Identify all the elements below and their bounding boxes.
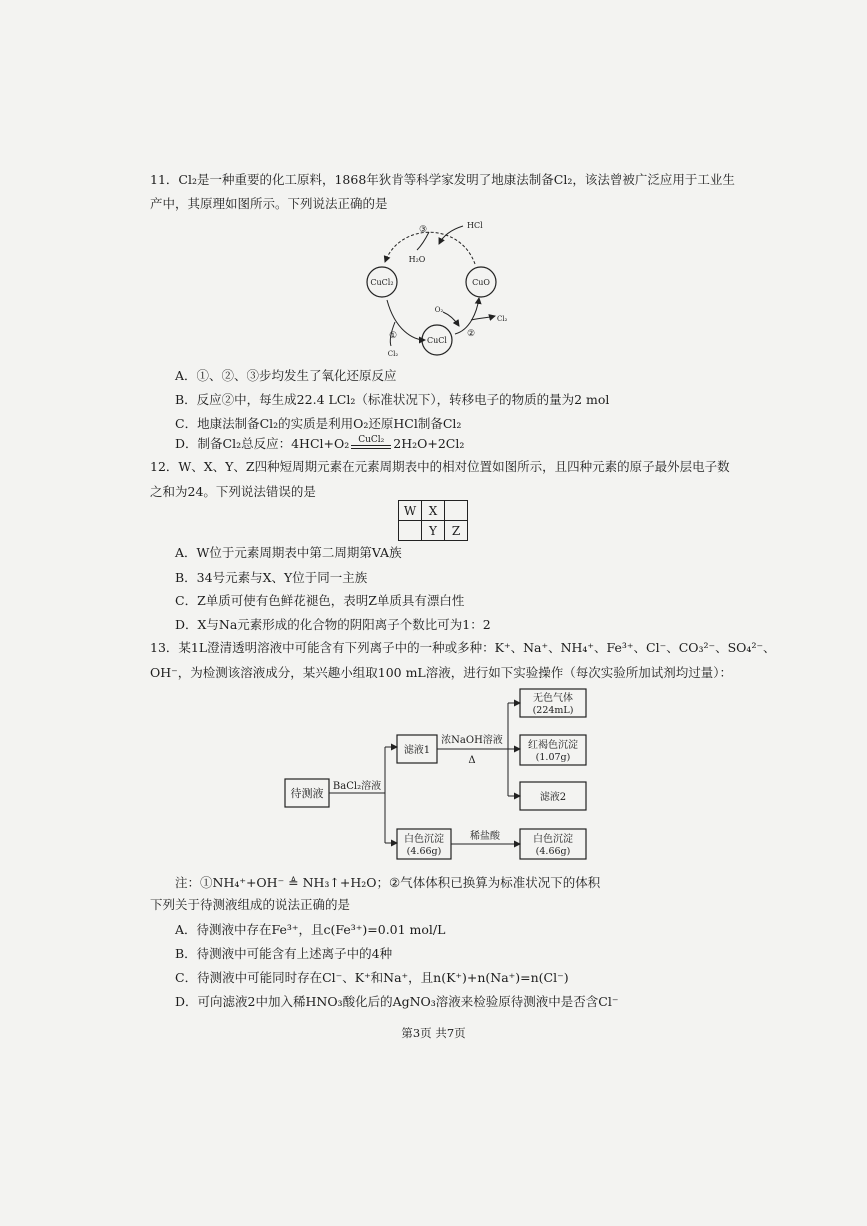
q11-stem-line1: 11．Cl₂是一种重要的化工原料，1868年狄肯等科学家发明了地康法制备Cl₂，该法曾被广泛应用于工业生 (150, 172, 735, 187)
cell-x: X (422, 501, 445, 521)
white-ppt1-amount: (4.66g) (406, 846, 442, 857)
cell-y: Y (422, 521, 445, 541)
sample-label: 待测液 (290, 787, 324, 800)
q13-stem-question: 下列关于待测液组成的说法正确的是 (150, 897, 351, 912)
q13-stem-line1: 13．某1L澄清透明溶液中可能含有下列离子中的一种或多种：K⁺、Na⁺、NH₄⁺、Fe³⁺、Cl⁻、CO₃²⁻、SO₄²⁻、 (150, 640, 776, 655)
q11-cycle-diagram (355, 212, 530, 362)
hcl-label: HCl (467, 221, 483, 230)
h2o-label: H₂O (408, 255, 426, 264)
hcl-label: 稀盐酸 (470, 831, 500, 842)
o2-label: O₂ (434, 306, 444, 314)
gas-name: 无色气体 (533, 693, 573, 704)
cl2-out-label: Cl₂ (497, 315, 508, 323)
red-brown-ppt-amount: (1.07g) (535, 752, 571, 763)
q11-option-d-suffix: 2H₂O+2Cl₂ (393, 436, 465, 451)
cell-empty-1 (445, 501, 468, 521)
periodic-table-fragment (398, 500, 468, 541)
naoh-label: 浓NaOH溶液 (441, 735, 503, 746)
cucl2-label: CuCl₂ (370, 278, 394, 287)
q12-option-d: D．X与Na元素形成的化合物的阴阳离子个数比可为1：2 (175, 617, 491, 632)
filtrate2-label: 滤液2 (539, 792, 567, 803)
q13-option-a: A．待测液中存在Fe³⁺，且c(Fe³⁺)=0.01 mol/L (175, 922, 446, 937)
cell-w: W (399, 501, 422, 521)
cl2-in-label: Cl₂ (387, 350, 399, 358)
cuo-label: CuO (472, 278, 490, 287)
cell-z: Z (445, 521, 468, 541)
reaction-condition-arrow (349, 436, 393, 452)
page-footer: 第3页 共7页 (401, 1026, 466, 1040)
step2-label: ② (466, 329, 476, 339)
q11-option-d (175, 436, 464, 452)
bacl2-label: BaCl₂溶液 (332, 781, 382, 792)
q12-stem-line2: 之和为24。下列说法错误的是 (150, 484, 316, 499)
q12-option-a: A．W位于元素周期表中第二周期第VA族 (175, 545, 402, 560)
q11-option-d-prefix: D．制备Cl₂总反应：4HCl+O₂ (175, 436, 350, 451)
q12-stem-line1: 12．W、X、Y、Z四种短周期元素在元素周期表中的相对位置如图所示，且四种元素的原子最外层电子数 (150, 459, 730, 474)
red-brown-ppt-name: 红褐色沉淀 (528, 740, 578, 751)
q13-stem-line2: OH⁻，为检测该溶液成分，某兴趣小组取100 mL溶液，进行如下实验操作（每次实验所加试剂均过量）： (150, 665, 732, 680)
q11-option-c: C．地康法制备Cl₂的实质是利用O₂还原HCl制备Cl₂ (175, 416, 462, 431)
q11-stem-line2: 产中，其原理如图所示。下列说法正确的是 (150, 196, 388, 211)
q11-option-b: B．反应②中，每生成22.4 LCl₂（标准状况下），转移电子的物质的量为2 mol (175, 392, 610, 407)
q11-option-a: A．①、②、③步均发生了氧化还原反应 (175, 368, 397, 383)
filtrate1-label: 滤液1 (403, 745, 431, 756)
q13-option-c: C．待测液中可能同时存在Cl⁻、K⁺和Na⁺，且n(K⁺)+n(Na⁺)=n(Cl⁻) (175, 970, 569, 985)
cell-empty-2 (399, 521, 422, 541)
step3-label: ③ (418, 225, 428, 235)
heat-label: Δ (468, 755, 476, 766)
q12-option-c: C．Z单质可使有色鲜花褪色，表明Z单质具有漂白性 (175, 593, 465, 608)
q13-option-d: D．可向滤液2中加入稀HNO₃酸化后的AgNO₃溶液来检验原待测液中是否含Cl⁻ (175, 994, 619, 1009)
q13-option-b: B．待测液中可能含有上述离子中的4种 (175, 946, 393, 961)
step1-label: ① (388, 331, 398, 341)
white-ppt2-name: 白色沉淀 (533, 834, 573, 845)
white-ppt2-amount: (4.66g) (535, 846, 571, 857)
q13-note: 注：①NH₄⁺+OH⁻ ≜ NH₃↑+H₂O；②气体体积已换算为标准状况下的体积 (175, 875, 601, 890)
gas-amount: (224mL) (532, 705, 574, 716)
white-ppt1-name: 白色沉淀 (404, 834, 444, 845)
q13-flowchart (280, 685, 600, 865)
cucl-label: CuCl (427, 336, 447, 345)
q12-option-b: B．34号元素与X、Y位于同一主族 (175, 570, 368, 585)
reaction-condition: CuCl₂ (358, 435, 385, 445)
